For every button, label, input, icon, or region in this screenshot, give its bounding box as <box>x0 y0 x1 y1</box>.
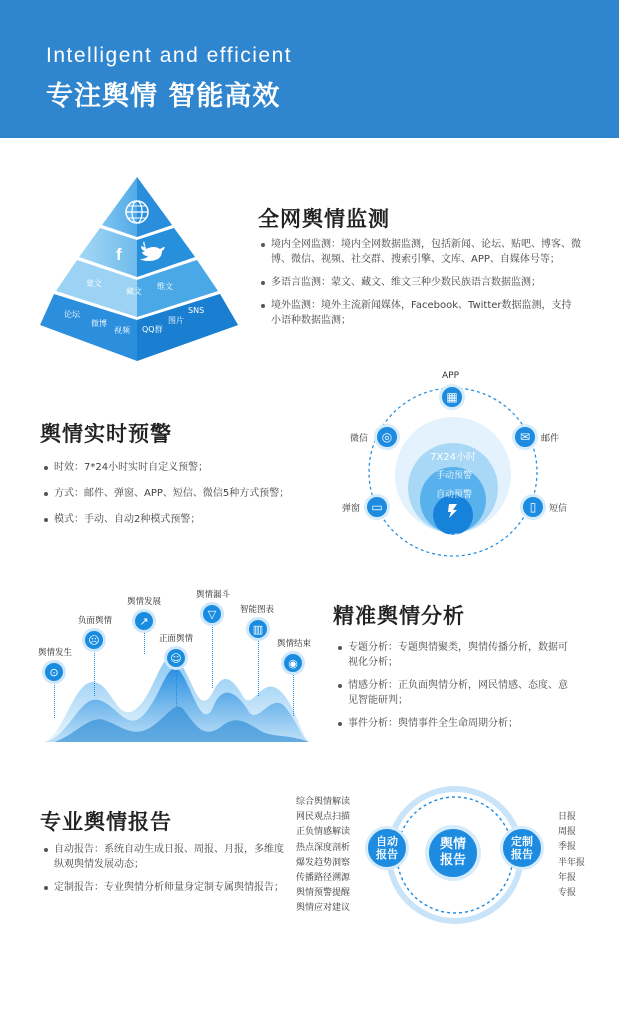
report-custom-label: 定制报告 <box>511 835 533 861</box>
report-right-items <box>558 810 585 901</box>
analysis-title: 精准舆情分析 <box>333 604 465 628</box>
stage-label-occur: 舆情发生 <box>38 648 73 658</box>
report-left-item: 正负情感解读 <box>296 827 351 838</box>
location-icon: ⊙ <box>42 660 66 684</box>
node-label-app: APP <box>442 371 460 381</box>
warning-outer-label: 7X24小时 <box>430 452 476 463</box>
svg-text:f: f <box>116 245 122 264</box>
warning-bullet: 时效：7*24小时实时自定义预警； <box>44 460 324 475</box>
pyramid-label-forum: 论坛 <box>64 310 80 319</box>
popup-icon: ▭ <box>364 494 390 520</box>
report-left-items <box>296 795 350 917</box>
report-left-item: 舆情应对建议 <box>296 903 351 914</box>
wechat-icon: ◎ <box>374 424 400 450</box>
analysis-bullet: 情感分析：正负面舆情分析，网民情感、态度、意见智能研判； <box>338 678 573 708</box>
monitoring-bullet: 境内全网监测：境内全网数据监测，包括新闻、论坛、贴吧、博客、微博、微信、视频、社交群、搜索引擎、文库、APP、自媒体号等； <box>261 237 581 267</box>
warning-core-label: 预警 <box>443 534 463 545</box>
node-label-wechat: 微信 <box>350 434 369 444</box>
sms-icon: ▯ <box>520 494 546 520</box>
stage-label-chart: 智能图表 <box>240 605 275 615</box>
stage-label-develop: 舆情发展 <box>127 597 162 607</box>
positive-face-icon: ☺ <box>164 646 188 670</box>
report-right-item: 周报 <box>558 827 577 838</box>
monitoring-title: 全网舆情监测 <box>258 207 390 231</box>
stage-label-positive: 正面舆情 <box>159 634 194 644</box>
monitoring-bullet: 境外监测：境外主流新闻媒体，Facebook、Twitter数据监测，支持小语种数据监测； <box>261 298 581 328</box>
warning-title: 舆情实时预警 <box>40 422 172 446</box>
pyramid-label-image: 图片 <box>168 316 184 325</box>
report-right-item: 半年报 <box>558 857 586 868</box>
warning-manual-label: 手动预警 <box>436 471 473 481</box>
report-left-item: 舆情预警提醒 <box>296 888 351 899</box>
analysis-bullets <box>338 640 573 739</box>
pyramid-label-video: 视频 <box>114 326 130 335</box>
node-label-email: 邮件 <box>541 434 560 444</box>
report-right-item: 年报 <box>558 872 577 883</box>
report-bullet: 定制报告：专业舆情分析师量身定制专属舆情报告； <box>44 880 284 895</box>
warning-bullets <box>44 460 324 535</box>
negative-face-icon: ☹ <box>82 628 106 652</box>
report-left-item: 爆发趋势洞察 <box>296 857 351 868</box>
report-right-item: 专报 <box>558 888 577 899</box>
trend-icon: ↗ <box>132 609 156 633</box>
report-title: 专业舆情报告 <box>40 810 172 834</box>
stage-stem <box>258 640 259 696</box>
stage-stem <box>176 668 177 708</box>
report-bullets <box>44 842 284 903</box>
report-center-label: 舆情报告 <box>439 837 466 868</box>
stage-stem <box>212 624 213 688</box>
report-right-item: 日报 <box>558 812 577 822</box>
report-bullet: 自动报告：系统自动生成日报、周报、月报，多维度纵观舆情发展动态； <box>44 842 284 872</box>
stage-label-end: 舆情结束 <box>277 639 312 649</box>
pyramid-label-tibetan: 藏文 <box>126 287 142 296</box>
node-label-sms: 短信 <box>549 504 568 514</box>
pyramid-label-sns: SNS <box>188 306 205 315</box>
monitoring-bullets <box>261 237 581 336</box>
node-label-popup: 弹窗 <box>342 504 361 514</box>
report-left-item: 传播路径溯源 <box>296 873 351 884</box>
pyramid-label-uyghur: 维文 <box>157 282 173 291</box>
stage-stem <box>54 680 55 718</box>
report-left-item: 热点深度剖析 <box>296 842 351 853</box>
report-left-item: 综合舆情解读 <box>296 797 351 807</box>
report-auto-circle <box>365 826 409 870</box>
warning-auto-label: 自动预警 <box>436 490 473 500</box>
page-header <box>0 0 619 138</box>
email-icon: ✉ <box>512 424 538 450</box>
stage-stem <box>144 632 145 654</box>
stage-stem <box>293 672 294 716</box>
header-title-cn: 专注舆情 智能高效 <box>46 81 281 112</box>
end-icon: ◉ <box>281 651 305 675</box>
monitoring-pyramid <box>40 175 240 365</box>
stage-stem <box>94 650 95 696</box>
warning-bullet: 方式：邮件、弹窗、APP、短信、微信5种方式预警； <box>44 486 324 501</box>
report-right-item: 季报 <box>558 842 577 853</box>
warning-bullet: 模式：手动、自动2种模式预警； <box>44 512 324 527</box>
chart-icon: ▥ <box>246 617 270 641</box>
header-title-en: Intelligent and efficient <box>46 44 293 67</box>
pyramid-label-weibo: 微博 <box>91 319 107 328</box>
report-auto-label: 自动报告 <box>376 835 398 861</box>
report-center-circle <box>425 825 481 881</box>
pyramid-label-mongolian: 蒙文 <box>86 279 102 288</box>
pyramid-label-qq: QQ群 <box>142 325 163 334</box>
monitoring-bullet: 多语言监测：蒙文、藏文、维文三种少数民族语言数据监测； <box>261 275 581 290</box>
report-custom-circle <box>500 826 544 870</box>
report-left-item: 网民观点扫描 <box>296 812 351 823</box>
analysis-bullet: 事件分析：舆情事件全生命周期分析； <box>338 716 573 731</box>
analysis-bullet: 专题分析：专题舆情聚类，舆情传播分析，数据可视化分析； <box>338 640 573 670</box>
app-icon: ▦ <box>439 384 465 410</box>
funnel-icon: ▽ <box>200 602 224 626</box>
stage-label-negative: 负面舆情 <box>78 616 113 626</box>
stage-label-funnel: 舆情漏斗 <box>196 590 231 600</box>
